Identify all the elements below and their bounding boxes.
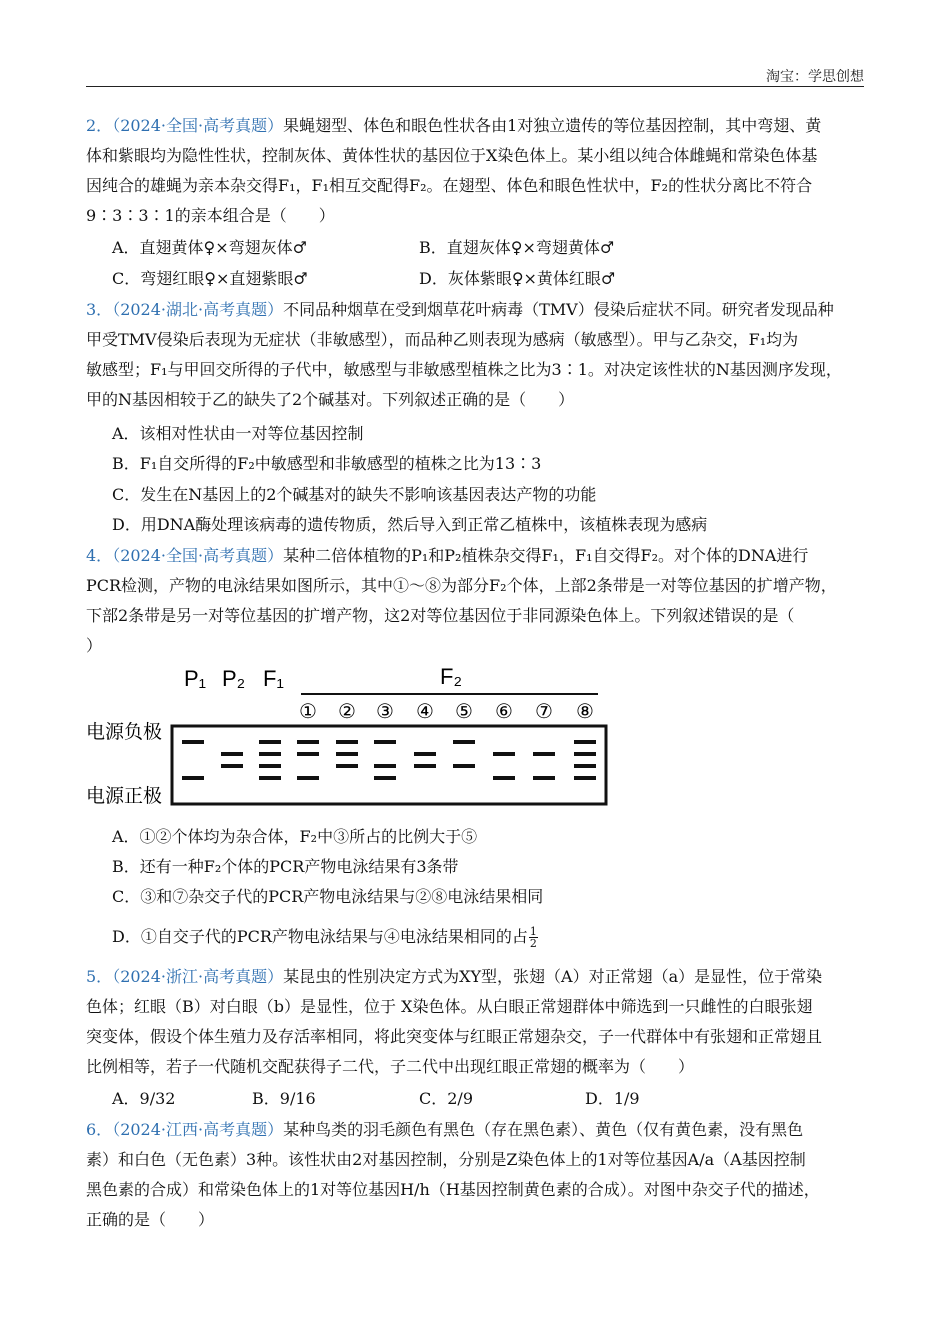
question-5-line-2: 色体；红眼（B）对白眼（b）是显性，位于 X染色体。从白眼正常翅群体中筛选到一只雌性的白眼张翅 xyxy=(86,997,813,1016)
f2-number-5: ⑤ xyxy=(455,699,473,723)
gel-band xyxy=(336,740,358,744)
question-3-line-1: 3．（2024·湖北·高考真题）不同品种烟草在受到烟草花叶病毒（TMV）侵染后症状不同。研究者发现品种 xyxy=(86,300,834,319)
question-6-line-3: 黑色素的合成）和常染色体上的1对等位基因H/h（H基因控制黄色素的合成）。对图中杂交子代的描述， xyxy=(86,1180,820,1199)
question-5-line-3: 突变体，假设个体生殖力及存活率相同，将此突变体与红眼正常翅杂交，子一代群体中有张翅和正常翅且 xyxy=(86,1027,823,1046)
gel-band xyxy=(533,752,555,756)
question-2-line-1: 2．（2024·全国·高考真题）果蝇翅型、体色和眼色性状各由1对独立遗传的等位基因控制，其中弯翅、黄 xyxy=(86,116,822,135)
question-3-line-3: 敏感型；F₁与甲回交所得的子代中，敏感型与非敏感型植株之比为3∶1。对决定该性状的N基因测序发现， xyxy=(86,360,842,379)
question-number: 2． xyxy=(86,116,113,135)
option-d: D．灰体紫眼♀×黄体红眼♂ xyxy=(419,269,616,288)
gel-band xyxy=(297,776,319,780)
option-c: C．弯翅红眼♀×直翅紫眼♂ xyxy=(112,269,308,288)
gel-band xyxy=(182,740,204,744)
option-c: C．发生在N基因上的2个碱基对的缺失不影响该基因表达产物的功能 xyxy=(112,485,597,504)
gel-band xyxy=(574,740,596,744)
gel-band xyxy=(574,776,596,780)
question-3-line-4: 甲的N基因相较于乙的缺失了2个碱基对。下列叙述正确的是（ ） xyxy=(86,390,575,409)
question-6-line-1: 6．（2024·江西·高考真题）某种鸟类的羽毛颜色有黑色（存在黑色素）、黄色（仅有黄色素，没有黑色 xyxy=(86,1120,804,1139)
gel-band xyxy=(374,764,396,768)
gel-band xyxy=(374,740,396,744)
question-6-line-2: 素）和白色（无色素）3种。该性状由2对基因控制，分别是Z染色体上的1对等位基因A/a（A基因控制 xyxy=(86,1150,806,1169)
question-source: （2024·江西·高考真题） xyxy=(112,1120,284,1139)
gel-band xyxy=(336,764,358,768)
option-d: D．用DNA酶处理该病毒的遗传物质，然后导入到正常乙植株中，该植株表现为感病 xyxy=(112,515,708,534)
question-2-line-4: 9∶3∶3∶1的亲本组合是（ ） xyxy=(86,206,335,225)
f2-number-7: ⑦ xyxy=(535,699,553,723)
question-4-line-1: 4．（2024·全国·高考真题）某种二倍体植物的P₁和P₂植株杂交得F₁，F₁自交得F₂。对个体的DNA进行 xyxy=(86,546,809,565)
question-6-line-4: 正确的是（ ） xyxy=(86,1210,215,1229)
lane-label-p2: P₂ xyxy=(222,666,246,691)
lane-label-f1: F₁ xyxy=(263,666,284,691)
option-a: A．9/32 xyxy=(112,1089,176,1108)
gel-band xyxy=(533,776,555,780)
question-number: 5． xyxy=(86,967,113,986)
gel-band xyxy=(336,752,358,756)
header-text: 淘宝：学思创想 xyxy=(766,69,864,85)
gel-band xyxy=(259,776,281,780)
question-5-line-4: 比例相等，若子一代随机交配获得子二代，子二代中出现红眼正常翅的概率为（ ） xyxy=(86,1057,695,1076)
question-source: （2024·全国·高考真题） xyxy=(112,546,284,565)
option-b: B．F₁自交所得的F₂中敏感型和非敏感型的植株之比为13∶3 xyxy=(112,454,542,473)
question-5-line-1: 5．（2024·浙江·高考真题）某昆虫的性别决定方式为XY型，张翅（A）对正常翅（a）是显性，位于常染 xyxy=(86,967,823,986)
gel-band xyxy=(414,764,436,768)
gel-band xyxy=(493,776,515,780)
electrophoresis-figure xyxy=(86,660,626,810)
question-4-line-2: PCR检测，产物的电泳结果如图所示，其中①～⑧为部分F₂个体，上部2条带是一对等位基因的扩增产物， xyxy=(86,576,837,595)
option-a: A．①②个体均为杂合体，F₂中③所占的比例大于⑤ xyxy=(112,827,478,846)
positive-pole-label: 电源正极 xyxy=(86,785,163,807)
header-rule xyxy=(86,86,864,87)
gel-band xyxy=(493,752,515,756)
negative-pole-label: 电源负极 xyxy=(86,721,163,743)
lane-label-p1: P₁ xyxy=(184,666,207,691)
gel-band xyxy=(297,752,319,756)
option-b: B．直翅灰体♀×弯翅黄体♂ xyxy=(419,238,615,257)
gel-band xyxy=(574,764,596,768)
question-4-line-3: 下部2条带是另一对等位基因的扩增产物，这2对等位基因位于非同源染色体上。下列叙述错误的是（ xyxy=(86,606,795,625)
f2-label: F₂ xyxy=(440,664,462,689)
gel-band xyxy=(453,764,475,768)
question-number: 3． xyxy=(86,300,113,319)
gel-bands xyxy=(182,740,596,780)
f2-number-1: ① xyxy=(299,699,317,723)
gel-band xyxy=(221,752,243,756)
option-a: A．直翅黄体♀×弯翅灰体♂ xyxy=(112,238,308,257)
option-b: B．还有一种F₂个体的PCR产物电泳结果有3条带 xyxy=(112,857,459,876)
option-d: D．①自交子代的PCR产物电泳结果与④电泳结果相同的占 $\frac{1}{2}$ xyxy=(112,925,537,950)
gel-band xyxy=(259,740,281,744)
option-c: C．③和⑦杂交子代的PCR产物电泳结果与②⑧电泳结果相同 xyxy=(112,887,544,906)
option-b: B．9/16 xyxy=(252,1089,316,1108)
fraction-one-half: $\frac{1}{2}$ xyxy=(529,925,537,950)
gel-band xyxy=(182,776,204,780)
f2-number-3: ③ xyxy=(376,699,394,723)
f2-number-6: ⑥ xyxy=(495,699,513,723)
f2-numbers xyxy=(299,699,594,723)
question-2-line-3: 因纯合的雄蝇为亲本杂交得F₁，F₁相互交配得F₂。在翅型、体色和眼色性状中，F₂的性状分离比不符合 xyxy=(86,176,813,195)
option-a: A．该相对性状由一对等位基因控制 xyxy=(112,424,364,443)
question-number: 4． xyxy=(86,546,113,565)
f2-number-2: ② xyxy=(338,699,356,723)
question-source: （2024·全国·高考真题） xyxy=(112,116,284,135)
option-d: D．1/9 xyxy=(585,1089,640,1108)
gel-band xyxy=(297,740,319,744)
f2-number-8: ⑧ xyxy=(576,699,594,723)
question-3-line-2: 甲受TMV侵染后表现为无症状（非敏感型），而品种乙则表现为感病（敏感型）。甲与乙杂交，F₁均为 xyxy=(86,330,799,349)
f2-number-4: ④ xyxy=(416,699,434,723)
question-4-line-4: ） xyxy=(86,636,103,655)
gel-band xyxy=(259,764,281,768)
gel-band xyxy=(259,752,281,756)
gel-band xyxy=(221,764,243,768)
gel-band xyxy=(374,776,396,780)
question-source: （2024·浙江·高考真题） xyxy=(112,967,284,986)
question-2-line-2: 体和紫眼均为隐性性状，控制灰体、黄体性状的基因位于X染色体上。某小组以纯合体雌蝇和常染色体基 xyxy=(86,146,818,165)
question-source: （2024·湖北·高考真题） xyxy=(112,300,284,319)
gel-band xyxy=(414,752,436,756)
gel-band xyxy=(574,752,596,756)
question-number: 6． xyxy=(86,1120,113,1139)
gel-band xyxy=(453,740,475,744)
option-c: C．2/9 xyxy=(419,1089,473,1108)
